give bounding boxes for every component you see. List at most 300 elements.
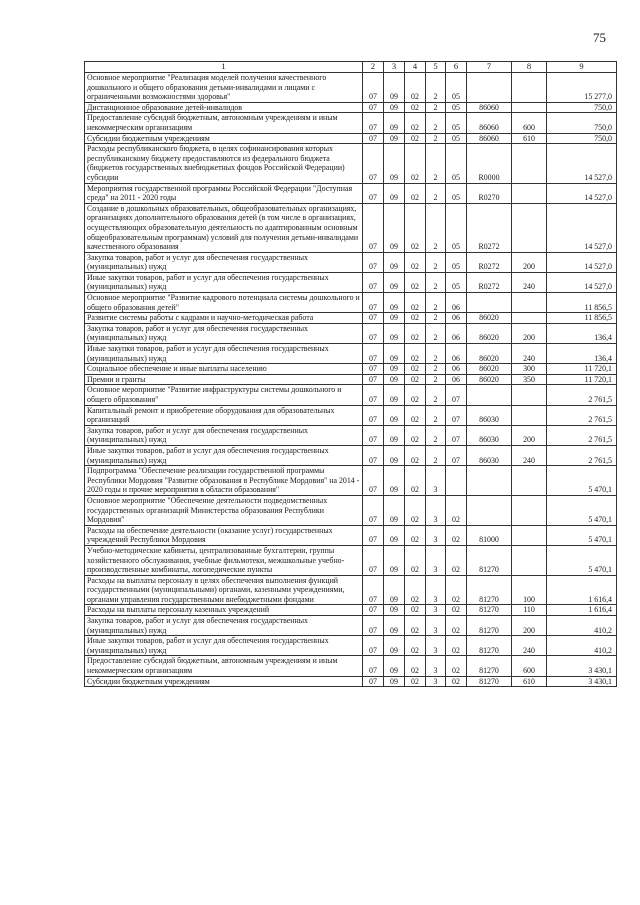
subsection-code-cell: 09 (384, 73, 405, 103)
event-code-cell: 07 (446, 425, 467, 445)
amount-cell: 410,2 (547, 636, 617, 656)
subprogram-code-cell: 2 (426, 293, 446, 313)
subsection-code-cell: 09 (384, 323, 405, 343)
table-row (85, 293, 617, 313)
program-code-cell: 02 (405, 323, 426, 343)
amount-cell: 14 527,0 (547, 144, 617, 183)
event-code-cell: 06 (446, 323, 467, 343)
subsection-code-cell: 09 (384, 252, 405, 272)
subprogram-code-cell: 3 (426, 545, 446, 575)
subsection-code-cell: 09 (384, 133, 405, 144)
row-name-cell: Предоставление субсидий бюджетным, автономным учреждениям и иным некоммерческим организациям (85, 113, 363, 133)
target-article-cell: 86020 (467, 323, 512, 343)
amount-cell: 750,0 (547, 133, 617, 144)
event-code-cell: 06 (446, 293, 467, 313)
event-code-cell: 07 (446, 405, 467, 425)
target-article-cell: 86030 (467, 425, 512, 445)
section-code-cell: 07 (363, 605, 384, 616)
amount-cell: 14 527,0 (547, 183, 617, 203)
program-code-cell: 02 (405, 605, 426, 616)
amount-cell: 136,4 (547, 323, 617, 343)
table-row (85, 203, 617, 252)
amount-cell: 5 470,1 (547, 525, 617, 545)
amount-cell: 14 527,0 (547, 252, 617, 272)
subsection-code-cell: 09 (384, 364, 405, 375)
amount-cell: 1 616,4 (547, 605, 617, 616)
section-code-cell: 07 (363, 364, 384, 375)
amount-cell: 14 527,0 (547, 272, 617, 292)
budget-table (84, 61, 617, 687)
amount-cell: 2 761,5 (547, 385, 617, 405)
subsection-code-cell: 09 (384, 385, 405, 405)
program-code-cell: 02 (405, 113, 426, 133)
target-article-cell: 81270 (467, 656, 512, 676)
amount-cell: 2 761,5 (547, 445, 617, 465)
program-code-cell: 02 (405, 364, 426, 375)
section-code-cell: 07 (363, 575, 384, 605)
row-name-cell: Закупка товаров, работ и услуг для обеспечения государственных (муниципальных) нужд (85, 323, 363, 343)
section-code-cell: 07 (363, 73, 384, 103)
section-code-cell: 07 (363, 183, 384, 203)
program-code-cell: 02 (405, 102, 426, 113)
event-code-cell: 05 (446, 203, 467, 252)
subprogram-code-cell: 2 (426, 323, 446, 343)
table-row (85, 445, 617, 465)
target-article-cell: R0272 (467, 272, 512, 292)
subprogram-code-cell: 2 (426, 445, 446, 465)
amount-cell: 5 470,1 (547, 545, 617, 575)
event-code-cell: 05 (446, 252, 467, 272)
subsection-code-cell: 09 (384, 405, 405, 425)
target-article-cell: R0272 (467, 203, 512, 252)
program-code-cell: 02 (405, 575, 426, 605)
subsection-code-cell: 09 (384, 525, 405, 545)
subsection-code-cell: 09 (384, 113, 405, 133)
subprogram-code-cell: 2 (426, 374, 446, 385)
expense-type-cell: 600 (512, 113, 547, 133)
table-row (85, 575, 617, 605)
target-article-cell: 86060 (467, 102, 512, 113)
table-row (85, 364, 617, 375)
table-row (85, 323, 617, 343)
row-name-cell: Иные закупки товаров, работ и услуг для обеспечения государственных (муниципальных) нужд (85, 636, 363, 656)
expense-type-cell (512, 466, 547, 496)
subprogram-code-cell: 2 (426, 364, 446, 375)
section-code-cell: 07 (363, 374, 384, 385)
subprogram-code-cell: 2 (426, 252, 446, 272)
subsection-code-cell: 09 (384, 495, 405, 525)
expense-type-cell: 100 (512, 575, 547, 605)
program-code-cell: 02 (405, 545, 426, 575)
subprogram-code-cell: 2 (426, 102, 446, 113)
target-article-cell (467, 73, 512, 103)
column-header: 7 (467, 62, 512, 73)
program-code-cell: 02 (405, 252, 426, 272)
amount-cell: 5 470,1 (547, 495, 617, 525)
program-code-cell: 02 (405, 374, 426, 385)
table-row (85, 495, 617, 525)
expense-type-cell: 240 (512, 272, 547, 292)
subsection-code-cell: 09 (384, 102, 405, 113)
expense-type-cell: 240 (512, 445, 547, 465)
section-code-cell: 07 (363, 344, 384, 364)
section-code-cell: 07 (363, 525, 384, 545)
section-code-cell: 07 (363, 425, 384, 445)
table-row (85, 425, 617, 445)
program-code-cell: 02 (405, 293, 426, 313)
expense-type-cell: 610 (512, 676, 547, 687)
program-code-cell: 02 (405, 203, 426, 252)
subsection-code-cell: 09 (384, 272, 405, 292)
event-code-cell: 05 (446, 133, 467, 144)
section-code-cell: 07 (363, 113, 384, 133)
subprogram-code-cell: 2 (426, 133, 446, 144)
amount-cell: 750,0 (547, 113, 617, 133)
amount-cell: 136,4 (547, 344, 617, 364)
section-code-cell: 07 (363, 144, 384, 183)
subsection-code-cell: 09 (384, 636, 405, 656)
expense-type-cell: 240 (512, 636, 547, 656)
amount-cell: 11 856,5 (547, 293, 617, 313)
section-code-cell: 07 (363, 656, 384, 676)
table-row (85, 313, 617, 324)
row-name-cell: Основное мероприятие "Реализация моделей получения качественного дошкольного и общего образования детьми-инвалидами и лицами с ограниченными возможностями здоровья" (85, 73, 363, 103)
table-row (85, 183, 617, 203)
amount-cell: 5 470,1 (547, 466, 617, 496)
subprogram-code-cell: 3 (426, 605, 446, 616)
section-code-cell: 07 (363, 545, 384, 575)
event-code-cell: 02 (446, 656, 467, 676)
expense-type-cell (512, 525, 547, 545)
target-article-cell: 86030 (467, 445, 512, 465)
expense-type-cell: 600 (512, 656, 547, 676)
section-code-cell: 07 (363, 293, 384, 313)
column-header: 1 (85, 62, 363, 73)
subsection-code-cell: 09 (384, 203, 405, 252)
subprogram-code-cell: 2 (426, 425, 446, 445)
amount-cell: 2 761,5 (547, 425, 617, 445)
subprogram-code-cell: 2 (426, 144, 446, 183)
program-code-cell: 02 (405, 144, 426, 183)
event-code-cell: 05 (446, 183, 467, 203)
expense-type-cell (512, 144, 547, 183)
amount-cell: 3 430,1 (547, 676, 617, 687)
target-article-cell: 86020 (467, 344, 512, 364)
table-row (85, 73, 617, 103)
section-code-cell: 07 (363, 445, 384, 465)
row-name-cell: Закупка товаров, работ и услуг для обеспечения государственных (муниципальных) нужд (85, 425, 363, 445)
subprogram-code-cell: 2 (426, 113, 446, 133)
table-row (85, 605, 617, 616)
program-code-cell: 02 (405, 405, 426, 425)
amount-cell: 410,2 (547, 616, 617, 636)
subprogram-code-cell: 3 (426, 636, 446, 656)
row-name-cell: Капитальный ремонт и приобретение оборудования для образовательных организаций (85, 405, 363, 425)
program-code-cell: 02 (405, 344, 426, 364)
row-name-cell: Основное мероприятие "Развитие кадрового потенциала системы дошкольного и общего образования детей" (85, 293, 363, 313)
expense-type-cell (512, 183, 547, 203)
event-code-cell: 05 (446, 144, 467, 183)
program-code-cell: 02 (405, 656, 426, 676)
target-article-cell: R0000 (467, 144, 512, 183)
section-code-cell: 07 (363, 616, 384, 636)
program-code-cell: 02 (405, 133, 426, 144)
event-code-cell: 06 (446, 364, 467, 375)
event-code-cell: 06 (446, 344, 467, 364)
row-name-cell: Иные закупки товаров, работ и услуг для обеспечения государственных (муниципальных) нужд (85, 445, 363, 465)
row-name-cell: Развитие системы работы с кадрами и научно-методическая работа (85, 313, 363, 324)
subsection-code-cell: 09 (384, 656, 405, 676)
target-article-cell: 86020 (467, 364, 512, 375)
subprogram-code-cell: 3 (426, 525, 446, 545)
section-code-cell: 07 (363, 102, 384, 113)
row-name-cell: Закупка товаров, работ и услуг для обеспечения государственных (муниципальных) нужд (85, 252, 363, 272)
program-code-cell: 02 (405, 495, 426, 525)
target-article-cell (467, 385, 512, 405)
target-article-cell: 81270 (467, 676, 512, 687)
section-code-cell: 07 (363, 495, 384, 525)
subsection-code-cell: 09 (384, 344, 405, 364)
table-row (85, 272, 617, 292)
target-article-cell: 86060 (467, 133, 512, 144)
column-header: 6 (446, 62, 467, 73)
event-code-cell: 07 (446, 445, 467, 465)
table-row (85, 144, 617, 183)
expense-type-cell (512, 405, 547, 425)
program-code-cell: 02 (405, 636, 426, 656)
section-code-cell: 07 (363, 252, 384, 272)
program-code-cell: 02 (405, 313, 426, 324)
row-name-cell: Иные закупки товаров, работ и услуг для обеспечения государственных (муниципальных) нужд (85, 272, 363, 292)
table-row (85, 102, 617, 113)
expense-type-cell: 610 (512, 133, 547, 144)
row-name-cell: Премии и гранты (85, 374, 363, 385)
expense-type-cell (512, 203, 547, 252)
target-article-cell: 86060 (467, 113, 512, 133)
expense-type-cell: 110 (512, 605, 547, 616)
subsection-code-cell: 09 (384, 425, 405, 445)
section-code-cell: 07 (363, 636, 384, 656)
target-article-cell: R0272 (467, 252, 512, 272)
subprogram-code-cell: 3 (426, 676, 446, 687)
row-name-cell: Дистанционное образование детей-инвалидов (85, 102, 363, 113)
event-code-cell (446, 466, 467, 496)
amount-cell: 11 720,1 (547, 364, 617, 375)
row-name-cell: Расходы республиканского бюджета, в целях софинансирования которых республиканскому бюджету предоставляются из федерального бюджета (бюджетов государственных внебюджетных фондов Российской Федерации) субсидии (85, 144, 363, 183)
subsection-code-cell: 09 (384, 575, 405, 605)
subsection-code-cell: 09 (384, 183, 405, 203)
expense-type-cell (512, 293, 547, 313)
target-article-cell: 81270 (467, 545, 512, 575)
column-header: 2 (363, 62, 384, 73)
target-article-cell: 86020 (467, 313, 512, 324)
expense-type-cell: 300 (512, 364, 547, 375)
section-code-cell: 07 (363, 405, 384, 425)
subsection-code-cell: 09 (384, 605, 405, 616)
row-name-cell: Предоставление субсидий бюджетным, автономным учреждениям и иным некоммерческим организациям (85, 656, 363, 676)
subsection-code-cell: 09 (384, 293, 405, 313)
row-name-cell: Создание в дошкольных образовательных, общеобразовательных организациях, организациях дополнительного образования детей (в том числе в организациях, осуществляющих образовательную деятельность по адаптированным основным общеобразовательным программам) условий для получения детьми-инвалидами качественного образования (85, 203, 363, 252)
subprogram-code-cell: 3 (426, 656, 446, 676)
expense-type-cell (512, 102, 547, 113)
subsection-code-cell: 09 (384, 374, 405, 385)
amount-cell: 15 277,0 (547, 73, 617, 103)
program-code-cell: 02 (405, 183, 426, 203)
table-row (85, 374, 617, 385)
amount-cell: 2 761,5 (547, 405, 617, 425)
event-code-cell: 05 (446, 272, 467, 292)
subsection-code-cell: 09 (384, 676, 405, 687)
target-article-cell: 81270 (467, 605, 512, 616)
column-header: 8 (512, 62, 547, 73)
target-article-cell (467, 495, 512, 525)
section-code-cell: 07 (363, 323, 384, 343)
subprogram-code-cell: 2 (426, 203, 446, 252)
amount-cell: 750,0 (547, 102, 617, 113)
subprogram-code-cell: 3 (426, 466, 446, 496)
table-row (85, 344, 617, 364)
target-article-cell: 81270 (467, 616, 512, 636)
target-article-cell (467, 293, 512, 313)
table-row (85, 466, 617, 496)
expense-type-cell (512, 73, 547, 103)
subprogram-code-cell: 2 (426, 272, 446, 292)
event-code-cell: 02 (446, 636, 467, 656)
row-name-cell: Расходы на выплаты персоналу казенных учреждений (85, 605, 363, 616)
section-code-cell: 07 (363, 133, 384, 144)
row-name-cell: Иные закупки товаров, работ и услуг для обеспечения государственных (муниципальных) нужд (85, 344, 363, 364)
row-name-cell: Субсидии бюджетным учреждениям (85, 676, 363, 687)
subsection-code-cell: 09 (384, 313, 405, 324)
table-row (85, 113, 617, 133)
event-code-cell: 06 (446, 374, 467, 385)
section-code-cell: 07 (363, 676, 384, 687)
target-article-cell: 81000 (467, 525, 512, 545)
table-row (85, 133, 617, 144)
event-code-cell: 02 (446, 545, 467, 575)
header-row (85, 62, 617, 73)
subsection-code-cell: 09 (384, 466, 405, 496)
section-code-cell: 07 (363, 203, 384, 252)
row-name-cell: Расходы на обеспечение деятельности (оказание услуг) государственных учреждений Республики Мордовия (85, 525, 363, 545)
row-name-cell: Учебно-методические кабинеты, централизованные бухгалтерии, группы хозяйственного обслуживания, учебные фильмотеки, межшкольные учебно-производственные комбинаты, логопедические пункты (85, 545, 363, 575)
subprogram-code-cell: 3 (426, 575, 446, 605)
section-code-cell: 07 (363, 313, 384, 324)
table-row (85, 616, 617, 636)
section-code-cell: 07 (363, 385, 384, 405)
event-code-cell: 02 (446, 605, 467, 616)
event-code-cell: 07 (446, 385, 467, 405)
event-code-cell: 02 (446, 495, 467, 525)
expense-type-cell (512, 313, 547, 324)
subprogram-code-cell: 2 (426, 73, 446, 103)
subsection-code-cell: 09 (384, 616, 405, 636)
column-header: 9 (547, 62, 617, 73)
target-article-cell: 86020 (467, 374, 512, 385)
section-code-cell: 07 (363, 272, 384, 292)
table-row (85, 545, 617, 575)
row-name-cell: Мероприятия государственной программы Российской Федерации "Доступная среда" на 2011 - 2020 годы (85, 183, 363, 203)
subsection-code-cell: 09 (384, 545, 405, 575)
target-article-cell: 81270 (467, 636, 512, 656)
target-article-cell: 81270 (467, 575, 512, 605)
expense-type-cell: 200 (512, 323, 547, 343)
subsection-code-cell: 09 (384, 144, 405, 183)
table-row (85, 676, 617, 687)
subprogram-code-cell: 2 (426, 183, 446, 203)
table-row (85, 385, 617, 405)
expense-type-cell: 240 (512, 344, 547, 364)
subprogram-code-cell: 2 (426, 313, 446, 324)
row-name-cell: Основное мероприятие "Обеспечение деятельности подведомственных государственных организаций Министерства образования Республики Мордовия" (85, 495, 363, 525)
row-name-cell: Социальное обеспечение и иные выплаты населению (85, 364, 363, 375)
amount-cell: 14 527,0 (547, 203, 617, 252)
table-header (85, 62, 617, 73)
event-code-cell: 02 (446, 676, 467, 687)
target-article-cell: 86030 (467, 405, 512, 425)
expense-type-cell: 200 (512, 425, 547, 445)
row-name-cell: Основное мероприятие "Развитие инфраструктуры системы дошкольного и общего образования" (85, 385, 363, 405)
subsection-code-cell: 09 (384, 445, 405, 465)
event-code-cell: 05 (446, 73, 467, 103)
target-article-cell: R0270 (467, 183, 512, 203)
expense-type-cell: 200 (512, 252, 547, 272)
program-code-cell: 02 (405, 445, 426, 465)
page-number: 75 (593, 30, 606, 45)
program-code-cell: 02 (405, 272, 426, 292)
expense-type-cell (512, 385, 547, 405)
event-code-cell: 05 (446, 113, 467, 133)
column-header: 3 (384, 62, 405, 73)
program-code-cell: 02 (405, 676, 426, 687)
program-code-cell: 02 (405, 425, 426, 445)
table-row (85, 252, 617, 272)
table-body (85, 73, 617, 687)
amount-cell: 1 616,4 (547, 575, 617, 605)
program-code-cell: 02 (405, 466, 426, 496)
amount-cell: 11 720,1 (547, 374, 617, 385)
event-code-cell: 02 (446, 616, 467, 636)
table-row (85, 405, 617, 425)
row-name-cell: Расходы на выплаты персоналу в целях обеспечения выполнения функций государственными (муниципальными) органами, казенными учреждениями, органами управления государственными внебюджетными фондами (85, 575, 363, 605)
subprogram-code-cell: 2 (426, 405, 446, 425)
event-code-cell: 02 (446, 575, 467, 605)
amount-cell: 11 856,5 (547, 313, 617, 324)
table-row (85, 636, 617, 656)
subprogram-code-cell: 2 (426, 385, 446, 405)
expense-type-cell: 350 (512, 374, 547, 385)
program-code-cell: 02 (405, 616, 426, 636)
row-name-cell: Субсидии бюджетным учреждениям (85, 133, 363, 144)
event-code-cell: 02 (446, 525, 467, 545)
expense-type-cell (512, 545, 547, 575)
section-code-cell: 07 (363, 466, 384, 496)
subprogram-code-cell: 2 (426, 344, 446, 364)
event-code-cell: 06 (446, 313, 467, 324)
row-name-cell: Закупка товаров, работ и услуг для обеспечения государственных (муниципальных) нужд (85, 616, 363, 636)
expense-type-cell (512, 495, 547, 525)
target-article-cell (467, 466, 512, 496)
program-code-cell: 02 (405, 385, 426, 405)
expense-type-cell: 200 (512, 616, 547, 636)
table-row (85, 656, 617, 676)
event-code-cell: 05 (446, 102, 467, 113)
amount-cell: 3 430,1 (547, 656, 617, 676)
column-header: 5 (426, 62, 446, 73)
column-header: 4 (405, 62, 426, 73)
table-row (85, 525, 617, 545)
subprogram-code-cell: 3 (426, 495, 446, 525)
